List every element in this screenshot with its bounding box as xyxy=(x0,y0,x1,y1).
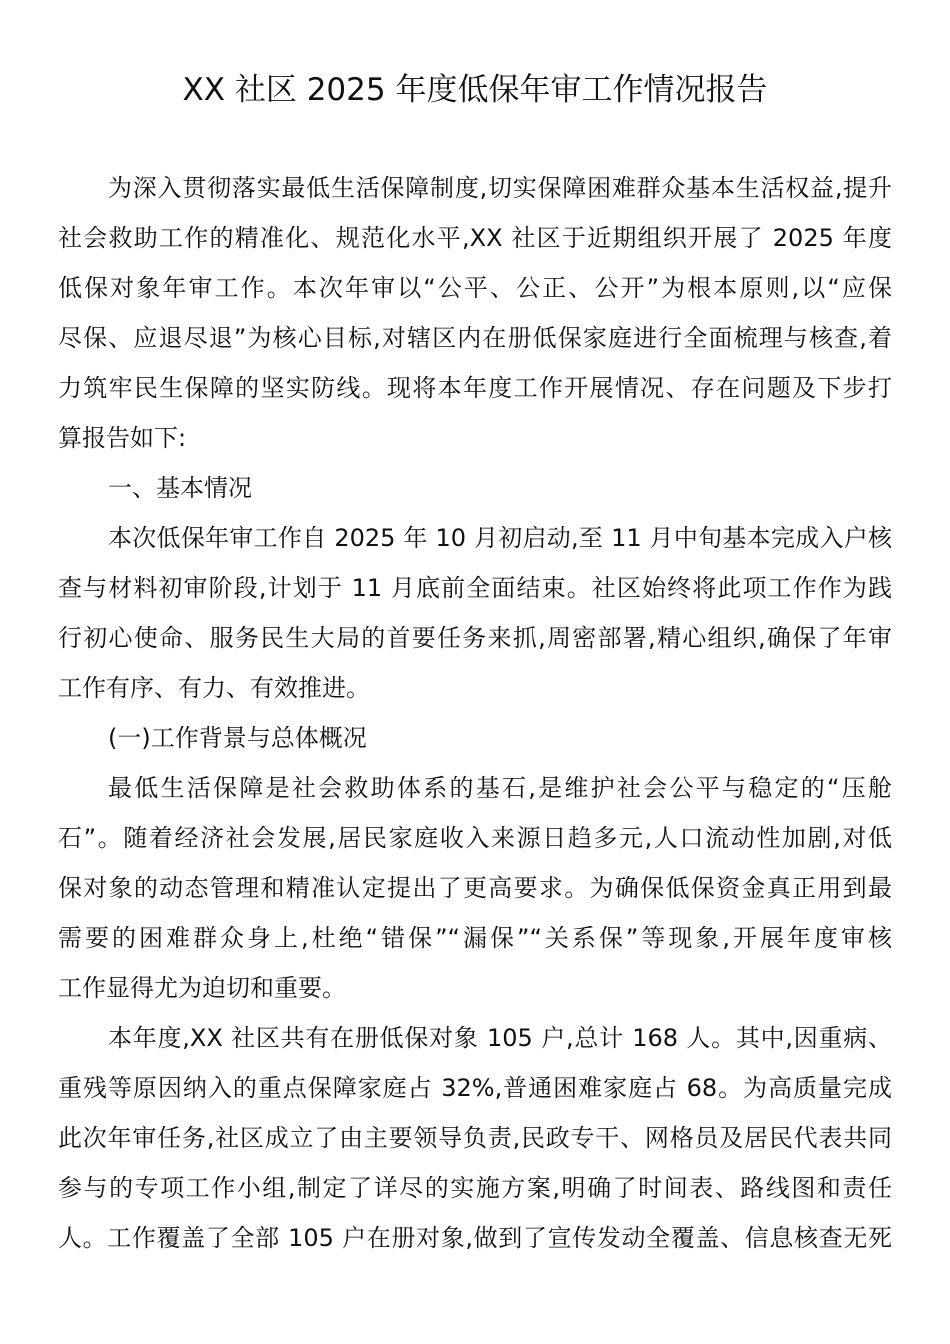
body-paragraph xyxy=(58,763,892,1013)
section-heading xyxy=(58,463,892,513)
text-line: 为深入贯彻落实最低生活保障制度,切实保障困难群众基本生活权益,提升 xyxy=(108,174,892,202)
text-line: 力筑牢民生保障的坚实防线。现将本年度工作开展情况、存在问题及下步打 xyxy=(58,374,892,402)
text-line: 查与材料初审阶段,计划于 11 月底前全面结束。社区始终将此项工作作为践 xyxy=(58,574,892,602)
text-line: 需要的困难群众身上,杜绝“错保”“漏保”“关系保”等现象,开展年度审核 xyxy=(58,924,892,952)
text-line: 一、基本情况 xyxy=(108,474,252,502)
body-paragraph xyxy=(58,1013,892,1263)
text-line: 低保对象年审工作。本次年审以“公平、公正、公开”为根本原则,以“应保 xyxy=(58,274,892,302)
text-line: 最低生活保障是社会救助体系的基石,是维护社会公平与稳定的“压舱 xyxy=(108,774,892,802)
text-line: 保对象的动态管理和精准认定提出了更高要求。为确保低保资金真正用到最 xyxy=(58,874,892,902)
text-line: (一)工作背景与总体概况 xyxy=(108,724,367,752)
text-line: 尽保、应退尽退”为核心目标,对辖区内在册低保家庭进行全面梳理与核查,着 xyxy=(58,324,892,352)
body-paragraph xyxy=(58,513,892,713)
text-line: 算报告如下: xyxy=(58,424,187,452)
text-line: 工作显得尤为迫切和重要。 xyxy=(58,974,346,1002)
text-line: 人。工作覆盖了全部 105 户在册对象,做到了宣传发动全覆盖、信息核查无死 xyxy=(58,1224,892,1252)
text-line: 社会救助工作的精准化、规范化水平,XX 社区于近期组织开展了 2025 年度 xyxy=(58,224,892,252)
text-line: 此次年审任务,社区成立了由主要领导负责,民政专干、网格员及居民代表共同 xyxy=(58,1124,892,1152)
text-line: 重残等原因纳入的重点保障家庭占 32%,普通困难家庭占 68。为高质量完成 xyxy=(58,1074,892,1102)
text-line: 本年度,XX 社区共有在册低保对象 105 户,总计 168 人。其中,因重病、 xyxy=(108,1024,892,1052)
text-line: 本次低保年审工作自 2025 年 10 月初启动,至 11 月中旬基本完成入户核 xyxy=(108,524,892,552)
text-line: 石”。随着经济社会发展,居民家庭收入来源日趋多元,人口流动性加剧,对低 xyxy=(58,824,892,852)
document-body xyxy=(58,163,892,1263)
text-line: 工作有序、有力、有效推进。 xyxy=(58,674,370,702)
section-heading xyxy=(58,713,892,763)
text-line: 参与的专项工作小组,制定了详尽的实施方案,明确了时间表、路线图和责任 xyxy=(58,1174,892,1202)
text-line: 行初心使命、服务民生大局的首要任务来抓,周密部署,精心组织,确保了年审 xyxy=(58,624,892,652)
document-title: XX 社区 2025 年度低保年审工作情况报告 xyxy=(182,72,768,108)
body-paragraph xyxy=(58,163,892,463)
